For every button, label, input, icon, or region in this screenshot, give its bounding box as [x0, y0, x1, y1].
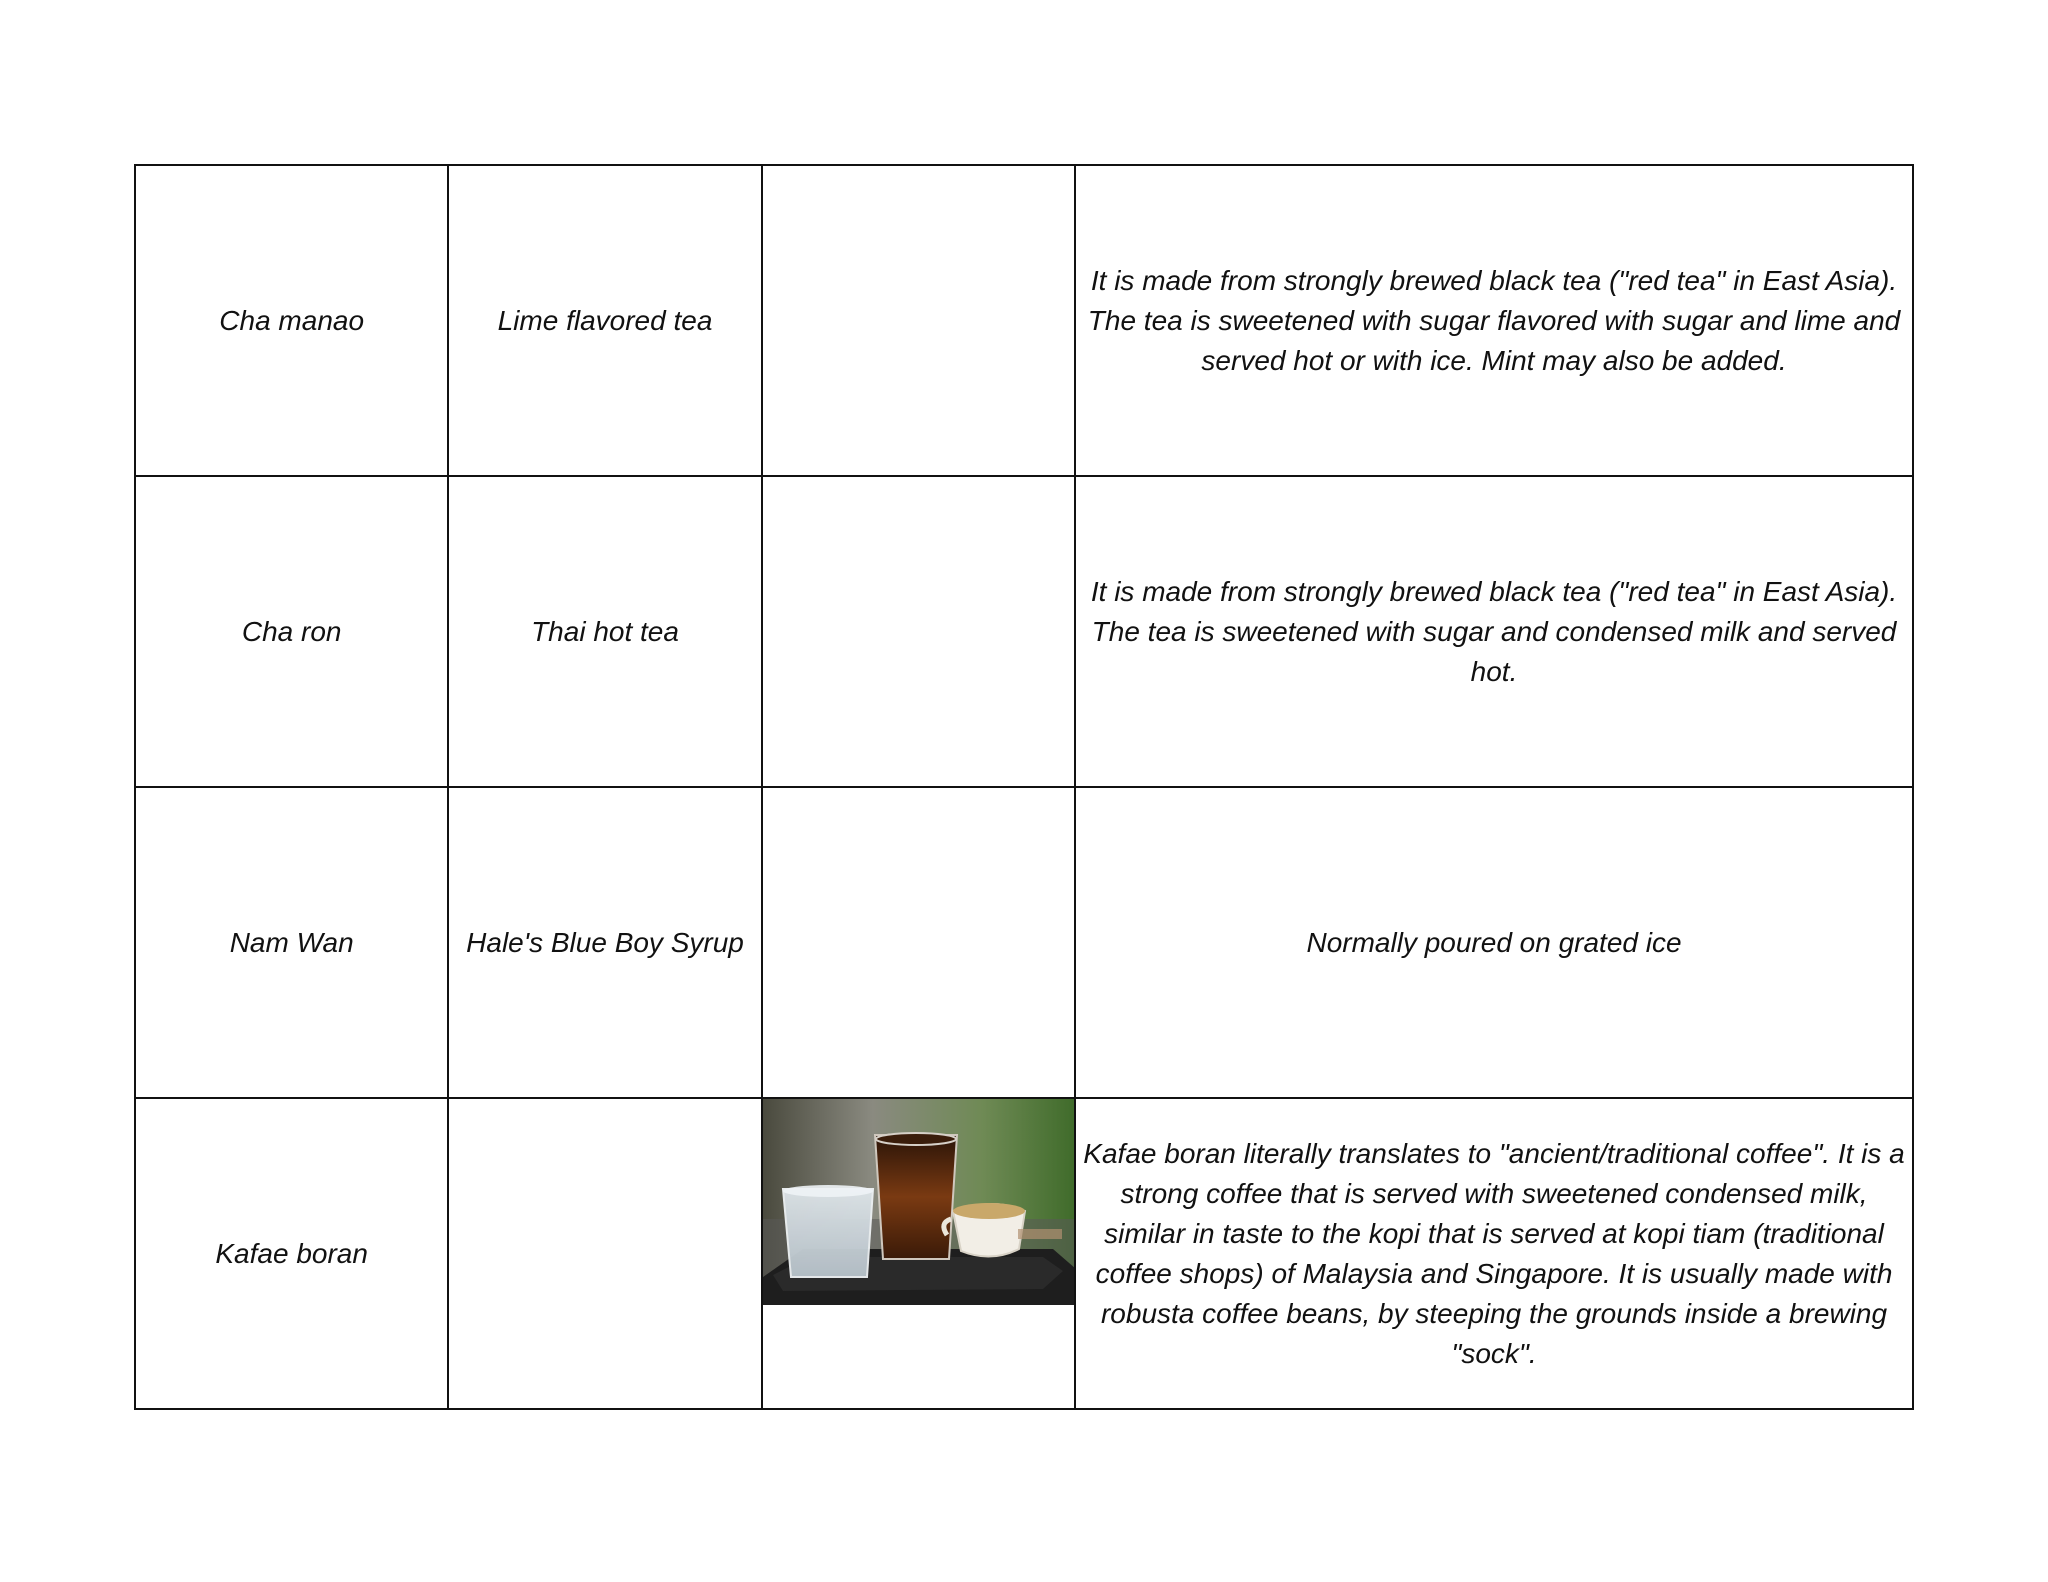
thai-name-cell: Cha manao [135, 165, 448, 476]
table-row [135, 787, 1913, 1098]
image-cell [762, 165, 1075, 476]
thai-name-cell: Cha ron [135, 476, 448, 787]
thai-name-cell: Nam Wan [135, 787, 448, 1098]
description-cell [1075, 1098, 1913, 1409]
english-name-cell: Hale's Blue Boy Syrup [448, 787, 761, 1098]
description-cell [1075, 476, 1913, 787]
coffee-photo [763, 1099, 1075, 1305]
image-cell [762, 476, 1075, 787]
description-text: It is made from strongly brewed black tea ("red tea" in East Asia). The tea is sweetened with sugar flavored with sugar and lime and served hot or with ice. Mint may also be added. [1087, 264, 1901, 376]
english-name-cell: Lime flavored tea [448, 165, 761, 476]
drinks-table [134, 164, 1914, 1410]
description-text: Kafae boran literally translates to "ancient/traditional coffee". It is a strong coffee that is served with sweetened condensed milk, similar in taste to the kopi that is served at kopi tiam (traditional coffee shops) of Malaysia and Singapore. It is usually made with robusta coffee beans, by steeping the grounds inside a brewing "sock". [1083, 1137, 1905, 1369]
english-name-cell: Thai hot tea [448, 476, 761, 787]
table-row [135, 1098, 1913, 1409]
image-cell [762, 787, 1075, 1098]
description-cell [1075, 787, 1913, 1098]
english-name-cell [448, 1098, 761, 1409]
coffee-photo-image [763, 1099, 1075, 1305]
image-cell [762, 1098, 1075, 1409]
thai-name-cell: Kafae boran [135, 1098, 448, 1409]
description-text: It is made from strongly brewed black tea ("red tea" in East Asia). The tea is sweetened with sugar and condensed milk and served hot. [1090, 575, 1898, 687]
description-text: Normally poured on grated ice [1306, 926, 1682, 958]
table-row [135, 476, 1913, 787]
table-row [135, 165, 1913, 476]
description-cell [1075, 165, 1913, 476]
